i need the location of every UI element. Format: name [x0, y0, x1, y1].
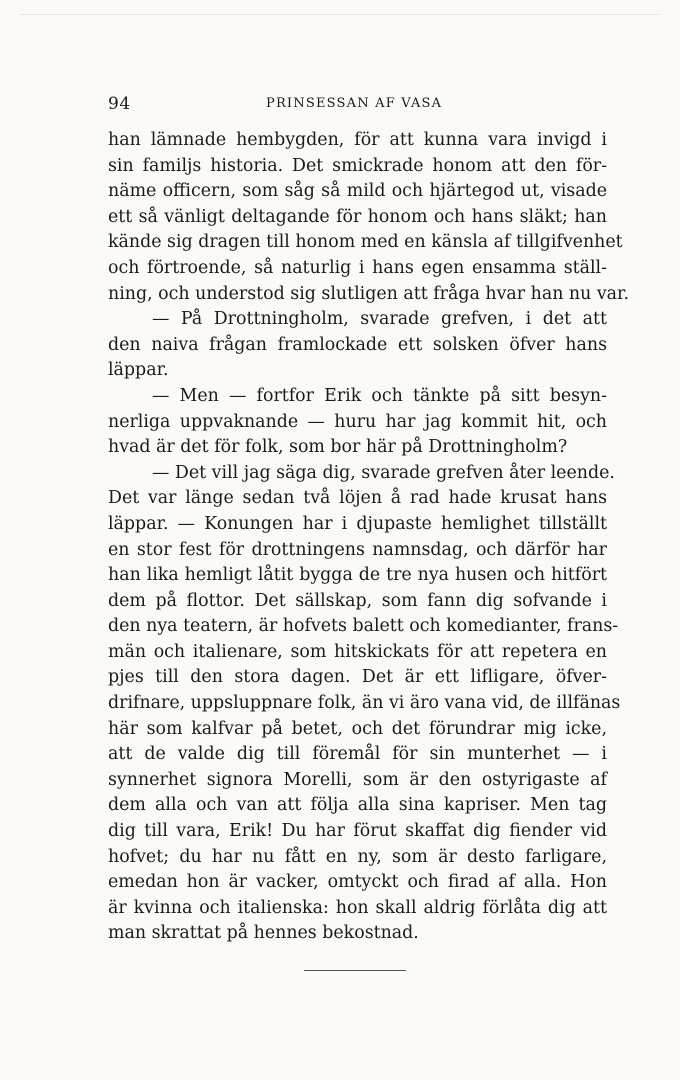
- text-line: drifnare, uppsluppnare folk, än vi äro vana vid, de illfänas: [108, 693, 621, 714]
- page-number: 94: [108, 94, 131, 114]
- text-line: man skrattat på hennes bekostnad.: [108, 923, 419, 944]
- text-line: hvad är det för folk, som bor här på Drottningholm?: [108, 437, 568, 458]
- text-line: läppar.: [108, 360, 169, 381]
- end-rule: [304, 970, 406, 971]
- text-line: kände sig dragen till honom med en känsla af tillgifvenhet: [108, 232, 623, 253]
- text-line: han lika hemligt låtit bygga de tre nya husen och hitfört: [108, 565, 607, 586]
- text-line: Det var länge sedan två löjen å rad hade krusat hans: [108, 488, 607, 509]
- text-line: dem på flottor. Det sällskap, som fann dig sofvande i: [108, 590, 607, 611]
- running-head: PRINSESSAN AF VASA: [266, 96, 443, 111]
- text-line: — Men — fortfor Erik och tänkte på sitt besyn-: [152, 385, 607, 406]
- text-line: den nya teatern, är hofvets balett och komedianter, frans-: [108, 616, 619, 637]
- text-line: — Det vill jag säga dig, svarade grefven åter leende.: [152, 462, 615, 483]
- text-line: ett så vänligt deltagande för honom och hans släkt; han: [108, 206, 607, 227]
- scan-edge-speckle: [20, 14, 660, 16]
- text-line: en stor fest för drottningens namnsdag, och därför har: [108, 539, 607, 560]
- text-line: att de valde dig till föremål för sin munterhet — i: [108, 744, 607, 765]
- text-line: män och italienare, som hitskickats för att repetera en: [108, 641, 607, 662]
- text-line: näme officern, som såg så mild och hjärtegod ut, visade: [108, 181, 607, 202]
- text-line: sin familjs historia. Det smickrade honom att den för-: [108, 155, 607, 176]
- text-line: här som kalfvar på betet, och det förundrar mig icke,: [108, 718, 607, 739]
- text-line: ning, och understod sig slutligen att fråga hvar han nu var.: [108, 283, 629, 304]
- text-line: dig till vara, Erik! Du har förut skaffat dig fiender vid: [108, 821, 607, 842]
- text-line: den naiva frågan framlockade ett solsken öfver hans: [108, 334, 607, 355]
- text-line: och förtroende, så naturlig i hans egen ensamma ställ-: [108, 257, 607, 278]
- text-line: pjes till den stora dagen. Det är ett lifligare, öfver-: [108, 667, 607, 688]
- body-text: [108, 128, 629, 947]
- page-header: [108, 94, 608, 116]
- text-line: läppar. — Konungen har i djupaste hemlighet tillställt: [108, 513, 607, 534]
- text-line: han lämnade hembygden, för att kunna vara invigd i: [108, 130, 607, 150]
- text-line: nerliga uppvaknande — huru har jag kommit hit, och: [108, 411, 607, 432]
- text-line: — På Drottningholm, svarade grefven, i det att: [152, 309, 607, 330]
- text-line: emedan hon är vacker, omtyckt och firad af alla. Hon: [108, 872, 607, 893]
- text-line: dem alla och van att följa alla sina kapriser. Men tag: [108, 795, 607, 816]
- text-line: hofvet; du har nu fått en ny, som är desto farligare,: [108, 846, 607, 867]
- text-line: är kvinna och italienska: hon skall aldrig förlåta dig att: [108, 897, 607, 918]
- text-line: synnerhet signora Morelli, som är den ostyrigaste af: [108, 769, 607, 790]
